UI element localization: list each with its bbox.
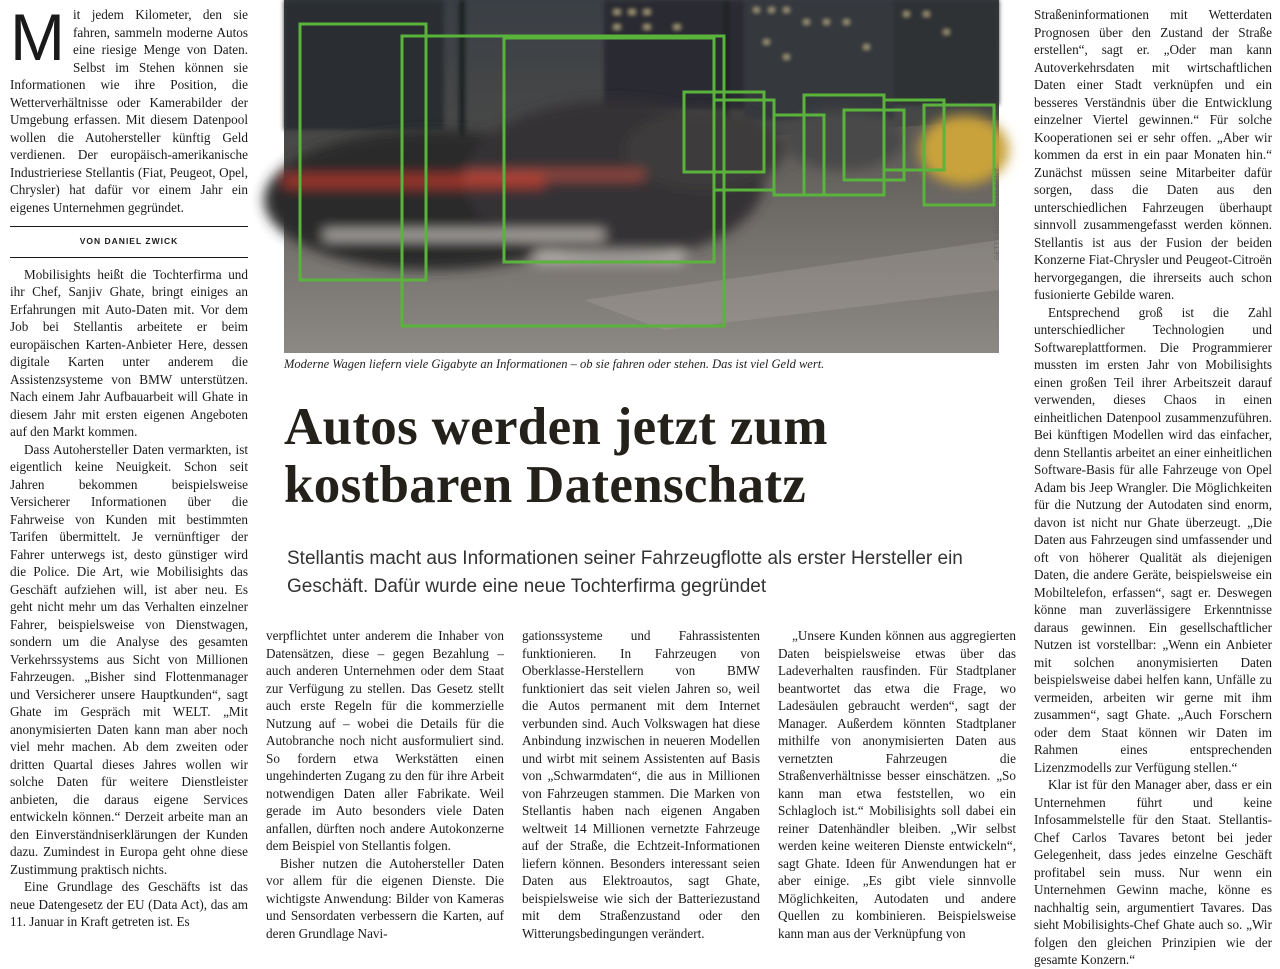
article-intro: it jedem Kilometer, den sie fahren, sammeln moderne Autos eine riesige Menge von Daten. Selbst im Stehen können sie Informationen wie ihre Position, die Wetterverhältnisse oder Kamerabilder der Umgebung erfassen. Mit diesem Datenpool wollen die Autohersteller künftig Geld verdienen. Der europäisch-amerikanische Industrieriese Stellantis (Fiat, Peugeot, Opel, Chrysler) hat dafür vor einem Jahr ein eigenes Unternehmen gegründet. — [10, 7, 248, 215]
paragraph: Straßeninformationen mit Wetterdaten Prognosen über den Zustand der Straße erstellen“, sagt er. „Oder man kann Autoverkehrsdaten mit wirtschaftlichen Daten einer Stadt verknüpfen und ein besseres Verständnis über die Entwicklung einzelner Viertel gewinnen.“ Für solche Kooperationen sei er sehr offen. „Aber wir kommen da erst in ein paar Monaten hin.“ Zunächst müssen seine Mitarbeiter dafür sorgen, dass die Daten aus den unterschiedlichen Fahrzeugen überhaupt sinnvoll zusammengefasst werden können. Stellantis ist aus der Fusion der beiden Konzerne Fiat-Chrysler und Peugeot-Citroën hervorgegangen, die ihrerseits auch schon fusionierte Gebilde waren. — [1034, 7, 1272, 302]
subheadline: Stellantis macht aus Informationen seiner Fahrzeugflotte als erster Hersteller ein Geschäft. Dafür wurde eine neue Tochterfirma gegründet — [287, 548, 963, 597]
drop-cap: M — [10, 0, 65, 74]
article-column-2 — [266, 627, 504, 941]
article-column-1 — [10, 0, 248, 931]
article-column-3 — [522, 627, 760, 941]
paragraph: „Unsere Kunden können aus aggregierten Daten beispielsweise etwas über das Ladeverhalten rausfinden. Für Stadtplaner beantwortet das etwa die Frage, wo Ladesäulen gebraucht werden“, sagt der Manager. Außerdem könnten Stadtplaner mithilfe von anonymisierten Daten aus vernetzten Fahrzeugen die Straßenverhältnisse besser einschätzen. „So kann man etwa feststellen, wo ein Schlagloch ist.“ Mobilisights soll dabei ein reiner Datenhändler bleiben. „Wir selbst werden keine weiteren Dienste entwickeln“, sagt Ghate. Ideen für Anwendungen hat er aber einige. „Es gibt viele sinnvolle Möglichkeiten, Autodaten und andere Quellen zu kombinieren. Beispielsweise kann man aus der Verknüpfung von — [778, 628, 1016, 941]
paragraph: Bisher nutzen die Autohersteller Daten vor allem für die eigenen Dienste. Die wichtigste Anwendung: Bilder von Kameras und Sensordaten verbessern die Karten, auf deren Grundlage Navi- — [266, 855, 504, 941]
photo-caption: Moderne Wagen liefern viele Gigabyte an Informationen – ob sie fahren oder stehen. Das ist viel Geld wert. — [284, 357, 825, 371]
photo-credit: GETTY IMAGES/MALORNY — [994, 167, 1001, 260]
paragraph: gationssysteme und Fahrassistenten funktionieren. In Fahrzeugen von Oberklasse-Herstellern von BMW funktioniert das seit vielen Jahren so, weil die Autos permanent mit dem Internet verbunden sind. Auch Volkswagen hat diese Anbindung inzwischen in neueren Modellen und wirbt mit seinem Assistenten auf Basis von „Schwarmdaten“, die aus in Millionen von Fahrzeugen stammen. Die Marken von Stellantis haben nach eigenen Angaben weltweit 14 Millionen vernetzte Fahrzeuge auf der Straße, die Echtzeit-Informationen liefern können. Besonders interessant seien Daten aus Elektroautos, sagt Ghate, beispielsweise wie sich der Batteriezustand mit dem Straßenzustand oder den Witterungsbedingungen verändert. — [522, 628, 760, 941]
paragraph: Dass Autohersteller Daten vermarkten, ist eigentlich keine Neuigkeit. Schon seit Jahren bekommen beispielsweise Versicherer Informationen über die Fahrweise von Kunden mit bestimmten Tarifen übermittelt. Je vernünftiger der Fahrer unterwegs ist, desto günstiger wird die Police. Die Art, wie Mobilisights das Geschäft aufziehen will, ist aber neu. Es geht nicht mehr um das Verhalten einzelner Fahrer, beispielsweise von Dienstwagen, sondern um die Analyse des gesamten Verkehrssystems aus Sicht von Millionen Fahrzeugen. „Bisher sind Flottenmanager und Versicherer unsere Hauptkunden“, sagt Ghate im Gespräch mit WELT. „Mit anonymisierten Daten kann man aber noch viel mehr machen. Ab dem zweiten oder dritten Quartal dieses Jahres wollen wir solche Daten für weitere Dienstleister anbieten, die daraus eigene Services entwickeln können.“ Derzeit arbeite man an den Einverständniserklärungen der Kunden dazu. Zumindest in Europa geht ohne diese Zustimmung praktisch nichts. — [10, 441, 248, 877]
article-column-5 — [1034, 6, 1272, 967]
paragraph: Mobilisights heißt die Tochterfirma und ihr Chef, Sanjiv Ghate, bringt einiges an Erfahrungen mit Auto-Daten mit. Vor dem Job bei Stellantis arbeitete er beim europäischen Karten-Anbieter Here, dessen digitale Karten unter anderem die Assistenzsysteme von BMW unterstützen. Nach einem Jahr Aufbauarbeit will Ghate in diesem Jahr mit ersten eigenen Angeboten auf den Markt kommen. — [10, 266, 248, 439]
paragraph: Entsprechend groß ist die Zahl unterschiedlicher Technologien und Softwareplattformen. Die Programmierer mussten im ersten Jahr von Mobilisights einen großen Teil ihrer Arbeitszeit darauf verwenden, dieses Chaos in einen einheitlichen Datenpool zusammenzuführen. Bei künftigen Modellen wird das einfacher, denn Stellantis arbeitet an einer einheitlichen Software-Basis für alle Fahrzeuge von Opel Adam bis Jeep Wrangler. Die Möglichkeiten für die Nutzung der Autodaten sind enorm, davon ist nicht nur Ghate überzeugt. „Die Daten aus Fahrzeugen sind umfassender und oft von höherer Qualität als diejenigen Daten, die andere Geräte, beispielsweise ein Mobiltelefon, erfassen“, sagt er. Deswegen könne man zuverlässigere Erkenntnisse daraus gewinnen. Ein gesellschaftlicher Nutzen ist vorstellbar: „Wenn ein Anbieter mit solchen anonymisierten Daten beispielsweise dabei helfen kann, Unfälle zu vermeiden, arbeiten wir gerne mit ihm zusammen“, sagt Ghate. „Auch Forschern oder dem Staat können wir Daten im Rahmen eines entsprechenden Lizenzmodells zur Verfügung stellen.“ — [1034, 304, 1272, 775]
headline: Autos werden jetzt zum kostbaren Datenschatz — [284, 398, 828, 514]
article-photo — [284, 0, 999, 353]
paragraph: verpflichtet unter anderem die Inhaber von Datensätzen, diese – gegen Bezahlung – auch anderen Unternehmen oder dem Staat zur Verfügung zu stellen. Das Gesetz stellt auch erste Regeln für die kommerzielle Nutzung auf – wobei die Details für die Autobranche noch nicht ausformuliert sind. So fordern etwa Werkstätten einen ungehinderten Zugang zu den für ihre Arbeit notwendigen Daten aller Fabrikate. Weil gerade im Auto besonders viele Daten anfallen, dürften noch andere Autokonzerne dem Beispiel von Stellantis folgen. — [266, 628, 504, 853]
paragraph: Klar ist für den Manager aber, dass er ein Unternehmen führt und keine Infosammelstelle für den Staat. Stellantis-Chef Carlos Tavares betont bei jeder Gelegenheit, dass jedes einzelne Geschäft profitabel sein muss. Nur wenn ein Unternehmen Gewinn mache, könne es nachhaltig sein, argumentiert Tavares. Das sieht Mobilisights-Chef Ghate auch so. „Wir folgen den gleichen Prinzipien wie der gesamte Konzern.“ — [1034, 777, 1272, 967]
byline: VON DANIEL ZWICK — [10, 226, 248, 258]
paragraph: Eine Grundlage des Geschäfts ist das neue Datengesetz der EU (Data Act), das am 11. Januar in Kraft getreten ist. Es — [10, 879, 248, 929]
traffic-night-image — [284, 0, 999, 353]
article-column-4 — [778, 627, 1016, 941]
